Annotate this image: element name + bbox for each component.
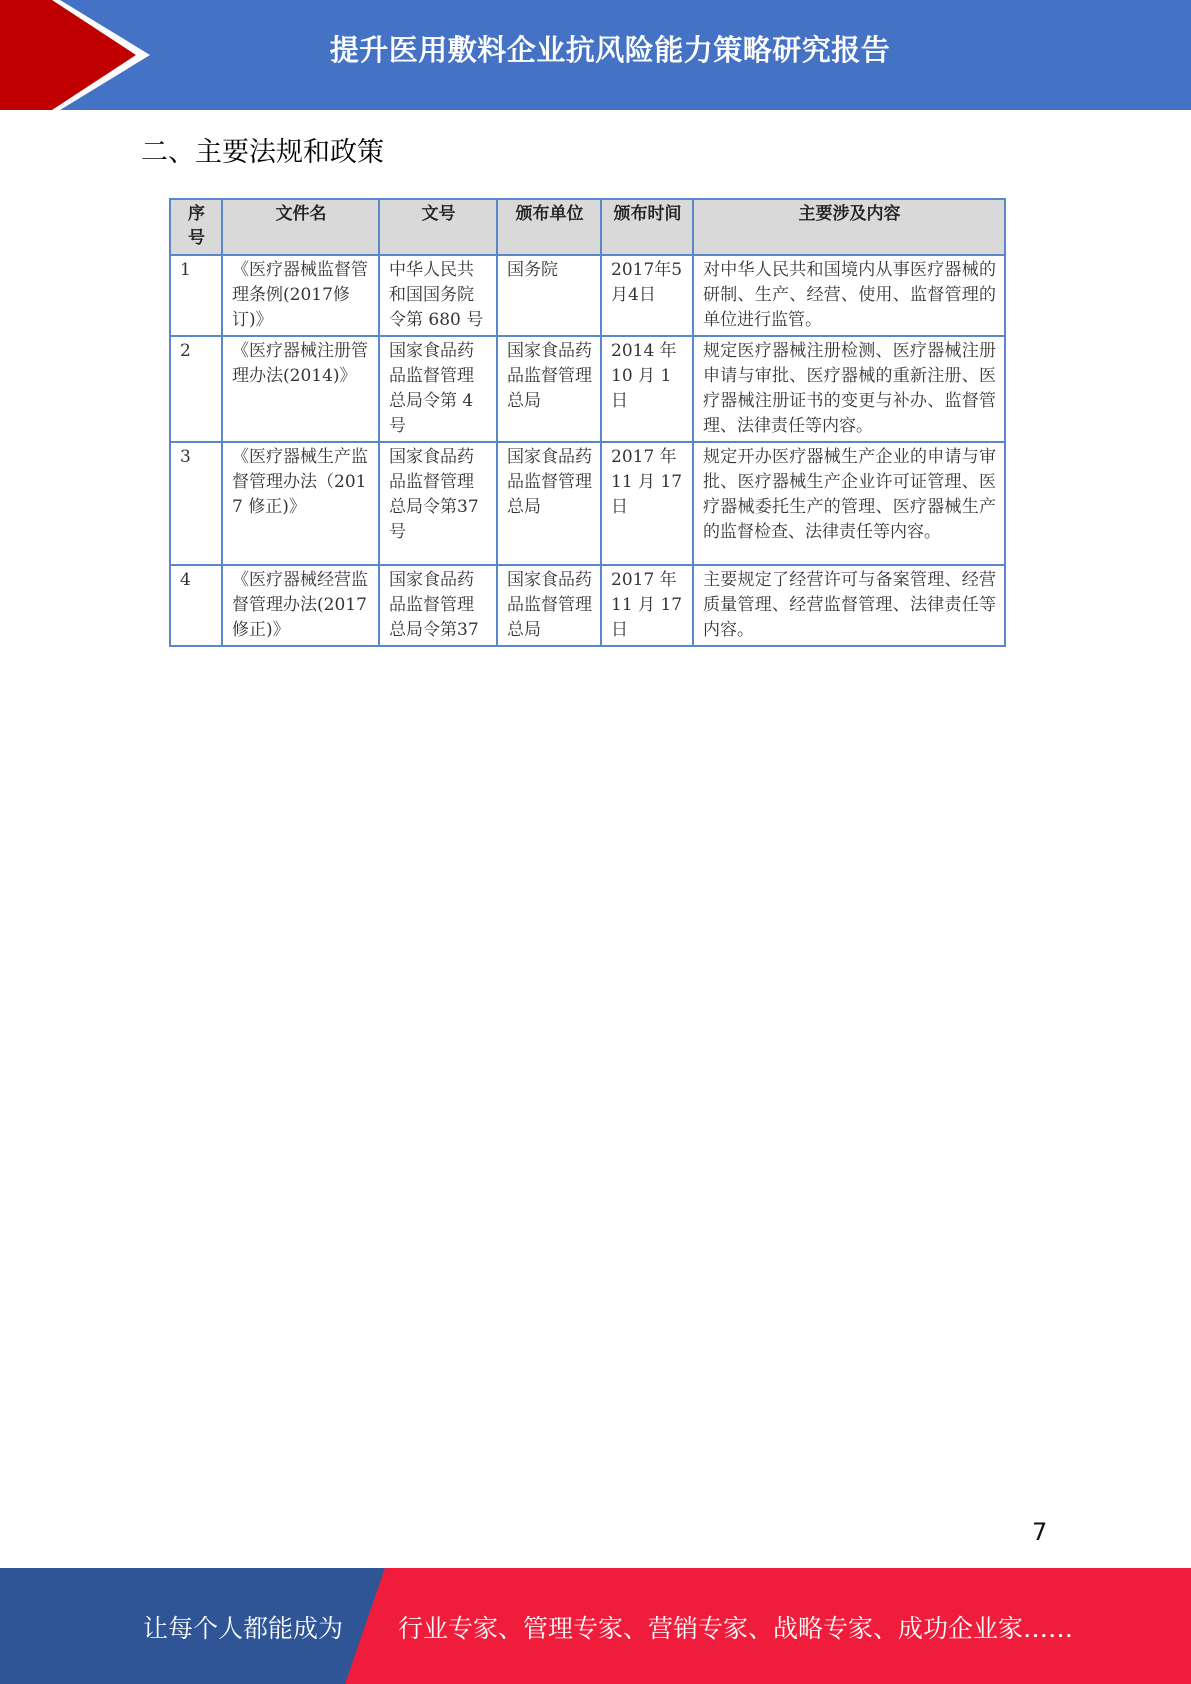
cell-doc-no: 中华人民共和国国务院令第 680 号 — [379, 255, 497, 336]
report-title: 提升医用敷料企业抗风险能力策略研究报告 — [329, 33, 891, 67]
cell-content: 主要规定了经营许可与备案管理、经营质量管理、经营监督管理、法律责任等内容。 — [693, 565, 1005, 646]
table-row — [170, 255, 1005, 336]
cell-date: 2017年5月4日 — [601, 255, 693, 336]
cell-date: 2017 年 11 月 17 日 — [601, 565, 693, 646]
header-chevron-decoration — [0, 0, 160, 110]
cell-issuer: 国家食品药品监督管理总局 — [497, 565, 601, 646]
cell-name: 《医疗器械生产监督管理办法（2017 修正)》 — [222, 442, 379, 565]
column-header-content: 主要涉及内容 — [693, 199, 1005, 255]
table-row — [170, 336, 1005, 442]
cell-no: 1 — [170, 255, 222, 336]
column-header-date: 颁布时间 — [601, 199, 693, 255]
column-header-doc-no: 文号 — [379, 199, 497, 255]
table-header-row — [170, 199, 1005, 255]
cell-no: 4 — [170, 565, 222, 646]
footer-slogan-left: 让每个人都能成为 — [143, 1614, 344, 1643]
cell-no: 2 — [170, 336, 222, 442]
section-heading: 二、主要法规和政策 — [141, 137, 384, 168]
table-row — [170, 442, 1005, 565]
footer-banner — [0, 1568, 1191, 1684]
cell-content: 对中华人民共和国境内从事医疗器械的研制、生产、经营、使用、监督管理的单位进行监管。 — [693, 255, 1005, 336]
cell-issuer: 国家食品药品监督管理总局 — [497, 442, 601, 565]
column-header-no: 序号 — [170, 199, 222, 255]
cell-issuer: 国家食品药品监督管理总局 — [497, 336, 601, 442]
column-header-issuer: 颁布单位 — [497, 199, 601, 255]
footer-slogan-right: 行业专家、管理专家、营销专家、战略专家、成功企业家…… — [398, 1614, 1074, 1643]
cell-doc-no: 国家食品药品监督管理总局令第 4 号 — [379, 336, 497, 442]
cell-date: 2014 年 10 月 1 日 — [601, 336, 693, 442]
regulations-table — [169, 198, 1006, 647]
cell-content: 规定医疗器械注册检测、医疗器械注册申请与审批、医疗器械的重新注册、医疗器械注册证书的变更与补办、监督管理、法律责任等内容。 — [693, 336, 1005, 442]
header-banner — [0, 0, 1191, 110]
cell-no: 3 — [170, 442, 222, 565]
cell-name: 《医疗器械注册管理办法(2014)》 — [222, 336, 379, 442]
page-number: 7 — [1032, 1518, 1048, 1546]
cell-content: 规定开办医疗器械生产企业的申请与审批、医疗器械生产企业许可证管理、医疗器械委托生产的管理、医疗器械生产的监督检查、法律责任等内容。 — [693, 442, 1005, 565]
cell-issuer: 国务院 — [497, 255, 601, 336]
column-header-name: 文件名 — [222, 199, 379, 255]
cell-doc-no: 国家食品药品监督管理总局令第37号 — [379, 442, 497, 565]
cell-date: 2017 年 11 月 17 日 — [601, 442, 693, 565]
cell-name: 《医疗器械监督管理条例(2017修订)》 — [222, 255, 379, 336]
table-row — [170, 565, 1005, 646]
cell-name: 《医疗器械经营监督管理办法(2017 修正)》 — [222, 565, 379, 646]
cell-doc-no: 国家食品药品监督管理总局令第37 — [379, 565, 497, 646]
